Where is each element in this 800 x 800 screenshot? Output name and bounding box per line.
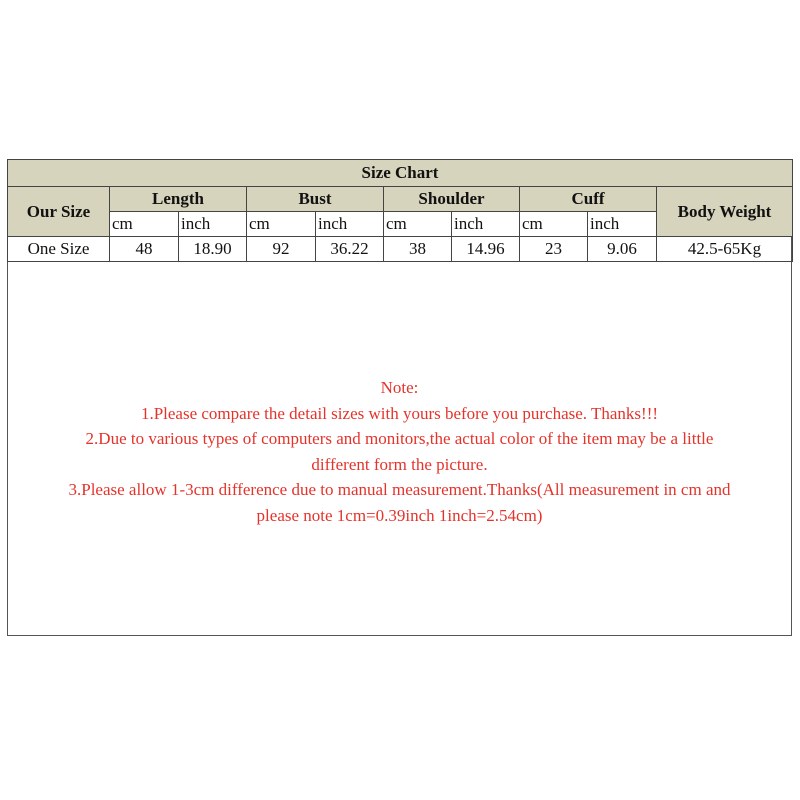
- table-row: [8, 237, 793, 262]
- unit-shoulder-cm: cm: [384, 212, 452, 237]
- title-row: [8, 160, 793, 187]
- header-row: [8, 187, 793, 212]
- note-line-3a: 3.Please allow 1-3cm difference due to manual measurement.Thanks(All measurement in cm and: [68, 480, 731, 499]
- cell-size: One Size: [8, 237, 110, 262]
- unit-cuff-cm: cm: [520, 212, 588, 237]
- note-line-2a: 2.Due to various types of computers and monitors,the actual color of the item may be a little: [85, 429, 714, 448]
- header-body-weight: Body Weight: [657, 187, 793, 237]
- header-shoulder: Shoulder: [384, 187, 520, 212]
- header-our-size: Our Size: [8, 187, 110, 237]
- header-bust: Bust: [247, 187, 384, 212]
- cell-body-weight: 42.5-65Kg: [657, 237, 793, 262]
- header-cuff: Cuff: [520, 187, 657, 212]
- cell-shoulder-inch: 14.96: [452, 237, 520, 262]
- unit-shoulder-inch: inch: [452, 212, 520, 237]
- header-length: Length: [110, 187, 247, 212]
- size-chart-table: [7, 159, 793, 262]
- cell-cuff-inch: 9.06: [588, 237, 657, 262]
- table-title: Size Chart: [8, 160, 793, 187]
- cell-bust-inch: 36.22: [316, 237, 384, 262]
- note-heading: Note:: [380, 378, 419, 397]
- note-line-3b: please note 1cm=0.39inch 1inch=2.54cm): [256, 505, 543, 525]
- unit-length-inch: inch: [179, 212, 247, 237]
- cell-length-cm: 48: [110, 237, 179, 262]
- unit-length-cm: cm: [110, 212, 179, 237]
- cell-length-inch: 18.90: [179, 237, 247, 262]
- note-block: [8, 375, 791, 528]
- note-line-1: 1.Please compare the detail sizes with yours before you purchase. Thanks!!!: [140, 403, 659, 423]
- unit-bust-cm: cm: [247, 212, 316, 237]
- note-line-2b: different form the picture.: [311, 454, 488, 474]
- unit-bust-inch: inch: [316, 212, 384, 237]
- cell-bust-cm: 92: [247, 237, 316, 262]
- cell-shoulder-cm: 38: [384, 237, 452, 262]
- unit-cuff-inch: inch: [588, 212, 657, 237]
- cell-cuff-cm: 23: [520, 237, 588, 262]
